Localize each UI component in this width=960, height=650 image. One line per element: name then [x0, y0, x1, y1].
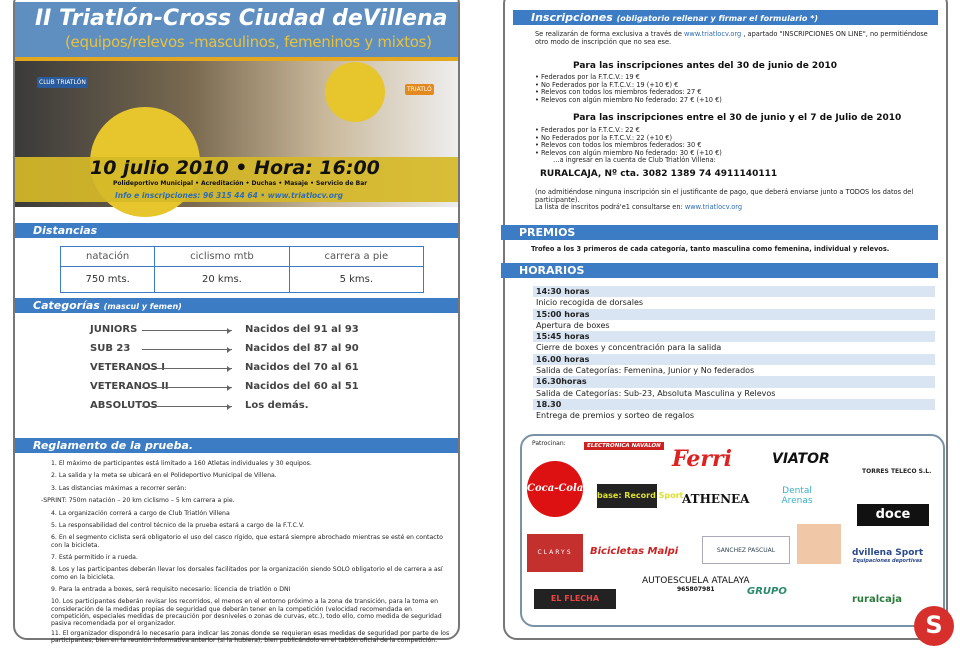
schedule-time: 15:00 horas [533, 309, 935, 320]
list-item: 5. La responsabilidad del control técnico de la prueba estará a cargo de la F.T.C.V. [51, 521, 305, 529]
club-logo: CLUB TRIATLÓN [39, 79, 86, 86]
premios-text: Trofeo a los 3 primeros de cada categoría, tanto masculina como femenina, individual y relevos. [531, 245, 890, 253]
sponsor-logo: VIATOR [772, 451, 830, 467]
schedule-time: 14:30 horas [533, 286, 935, 297]
table-cell: 750 mts. [61, 267, 155, 293]
table-cell: 20 kms. [155, 267, 289, 293]
sponsor-logo: doce [857, 504, 929, 526]
list-item: 3. Las distancias máximas a recorrer serán: [51, 484, 187, 492]
left-page [13, 0, 460, 645]
list-item: 6. En el segmento ciclista será obligatorio el uso del casco rígido, que estará siempre abrochado mientras se esté en contacto con la bicicleta. [51, 534, 443, 549]
table-header: ciclismo mtb [155, 247, 289, 267]
category-row: VETERANOS II Nacidos del 60 al 51 [90, 381, 359, 392]
list-item: 7. Está permitido ir a rueda. [51, 553, 138, 561]
table-cell: 5 kms. [289, 267, 423, 293]
schedule-time: 16.30horas [533, 376, 935, 387]
period1-title: Para las inscripciones antes del 30 de junio de 2010 [573, 61, 837, 71]
sponsor-logo: base: Record Sport [597, 484, 657, 508]
list-item: -SPRINT: 750m natación – 20 km ciclismo – 5 km carrera a pie. [41, 497, 235, 505]
table-header: carrera a pie [289, 247, 423, 267]
bank-account: RURALCAJA, Nº cta. 3082 1389 74 4911140111 [540, 169, 778, 179]
event-venue: Polideportivo Municipal • Acreditación • Duchas • Masaje • Servicio de Bar [113, 180, 368, 187]
list-item: 2. La salida y la meta se ubicará en el Polideportivo Municipal de Villena. [51, 472, 277, 480]
sponsor-logo: CLARYS [527, 534, 583, 572]
period2-prices: • Federados por la F.T.C.V.: 22 € • No Federados por la F.T.C.V.: 22 (+10 €) • Relevos con todos los miembros federados: 30 € • Relevos con algún miembro No federado: 30 € (+10 €) …a ingresar en la cuenta de Club Triatlón Villena: [535, 126, 722, 164]
payment-note: (no admitiéndose ninguna inscripción sin el justificante de pago, que deberá enviarse junto a TODOS los datos del participante). [535, 188, 914, 204]
sponsor-logo: Dental Arenas [781, 486, 813, 506]
category-row: JUNIORS Nacidos del 91 al 93 [90, 324, 359, 335]
federation-logo: TRIATLÓ [407, 86, 432, 93]
premios-heading: PREMIOS [501, 225, 938, 240]
distances-table [60, 246, 424, 293]
sponsor-logo: AUTOESCUELA ATALAYA 965807981 [642, 576, 750, 593]
horarios-heading: HORARIOS [501, 263, 938, 278]
schedule-event: Salida de Categorías: Sub-23, Absoluta Masculina y Relevos [536, 388, 776, 398]
list-item: 9. Para la entrada a boxes, será requisito necesario: licencia de triatlón o DNI [51, 585, 291, 593]
period2-title: Para las inscripciones entre el 30 de junio y el 7 de Julio de 2010 [573, 113, 902, 123]
list-item: 8. Los y las participantes deberán llevar los dorsales facilitados por la organización siendo SOLO obligatorio el de carrera a así como en la bicicleta. [51, 566, 443, 581]
sponsor-logo: ELECTRONICA NAVALON [584, 442, 664, 450]
distancias-heading: Distancias [15, 223, 458, 238]
category-row: VETERANOS I Nacidos del 70 al 61 [90, 362, 359, 373]
reglamento-heading: Reglamento de la prueba. [15, 438, 458, 453]
hero-banner [15, 2, 458, 207]
sponsor-logo: ruralcaja [852, 594, 903, 605]
sponsor-logo: EL FLECHA [534, 589, 616, 609]
schedule-event: Cierre de boxes y concentración para la salida [536, 343, 722, 353]
categorias-heading: Categorías (mascul y femen) [15, 298, 458, 313]
list-info: La lista de inscritos podrá'e1 consultarse en: www.triatlocv.org [535, 203, 743, 211]
sponsor-logo [797, 524, 841, 564]
rules-list [41, 460, 451, 650]
list-item: 1. El máximo de participantes está limitado a 160 Atletas individuales y 30 equipos. [51, 460, 312, 467]
category-row: SUB 23 Nacidos del 87 al 90 [90, 343, 359, 354]
event-date: 10 julio 2010 • Hora: 16:00 [90, 157, 380, 179]
schedule [533, 286, 935, 422]
event-info: Info e inscripciones: 96 315 44 64 • www.triatlocv.org [115, 191, 343, 200]
sponsor-logo: Bicicletas Malpi [590, 546, 679, 557]
sponsor-logo: Coca-Cola [527, 461, 583, 517]
schedule-event: Apertura de boxes [536, 320, 610, 330]
event-subtitle: (equipos/relevos -masculinos, femeninos y mixtos) [65, 33, 432, 51]
swim-cap-image [325, 62, 385, 122]
list-item: 10. Los participantes deberán revisar los recorridos, el menos en el entorno próximo a la zona de transición, para la toma en consideración de la medidas propias de seguridad que deberán tener en la competición (velocidad recomendada en competición, especiales medidas de precaución por desniveles o zonas de curvas, etc.), todo ello, como medida de seguridad pasiva recomendada por el organizador. [51, 598, 442, 627]
inscripciones-intro: Se realizarán de forma exclusiva a través de www.triatlocv.org , apartado "INSCRIPCIONES ON LINE", no permitiéndose otro modo de inscripción que no sea ese. [535, 30, 928, 46]
list-item: 4. La organización correrá a cargo de Club Triatlón Villena [51, 509, 230, 517]
sponsor-logo: SANCHEZ PASCUAL [702, 536, 790, 564]
schedule-time: 18.30 [533, 399, 935, 410]
sponsor-logo: TORRES TELECO S.L. [862, 468, 932, 475]
sponsor-logo: GRUPO [747, 586, 787, 597]
schedule-time: 16.00 horas [533, 354, 935, 365]
sponsors-label: Patrocinan: [532, 440, 566, 447]
schedule-event: Inicio recogida de dorsales [536, 298, 644, 308]
right-page [503, 0, 948, 640]
event-title: II Triatlón-Cross Ciudad deVillena [35, 6, 448, 31]
sponsor-logo: Ferri [672, 446, 732, 472]
category-row: ABSOLUTOS Los demás. [90, 400, 309, 411]
inscripciones-heading: Inscripciones (obligatorio rellenar y firmar el formulario *) [513, 10, 938, 25]
table-header: natación [61, 247, 155, 267]
website-link[interactable]: www.triatlocv.org [684, 203, 743, 211]
schedule-event: Entrega de premios y sorteo de regalos [536, 411, 695, 421]
sponsors-box [520, 434, 945, 627]
list-item: 11. El organizador dispondrá lo necesario para indicar las zonas donde se requieran esas medidas de seguridad por parte de los participantes, bien en la reunión informativa anterior (si la hubiera), bien publicándolo en el tablón oficial de la competición. [51, 630, 450, 645]
schedule-event: Salida de Categorías: Femenina, Junior y No federados [536, 366, 755, 376]
period1-prices: • Federados por la F.T.C.V.: 19 € • No Federados por la F.T.C.V.: 19 (+10 €) € • Relevos con todos los miembros federados: 27 € • Relevos con algún miembro No federado: 27 € (+10 €) [535, 73, 722, 104]
sponsor-logo: dvillena Sport Equipaciones deportivas [852, 548, 924, 564]
schedule-time: 15:45 horas [533, 331, 935, 342]
scribd-badge-icon[interactable]: S [914, 606, 954, 646]
website-link[interactable]: www.triatlocv.org [684, 30, 742, 38]
sponsor-logo: ATHENEA [682, 492, 750, 506]
